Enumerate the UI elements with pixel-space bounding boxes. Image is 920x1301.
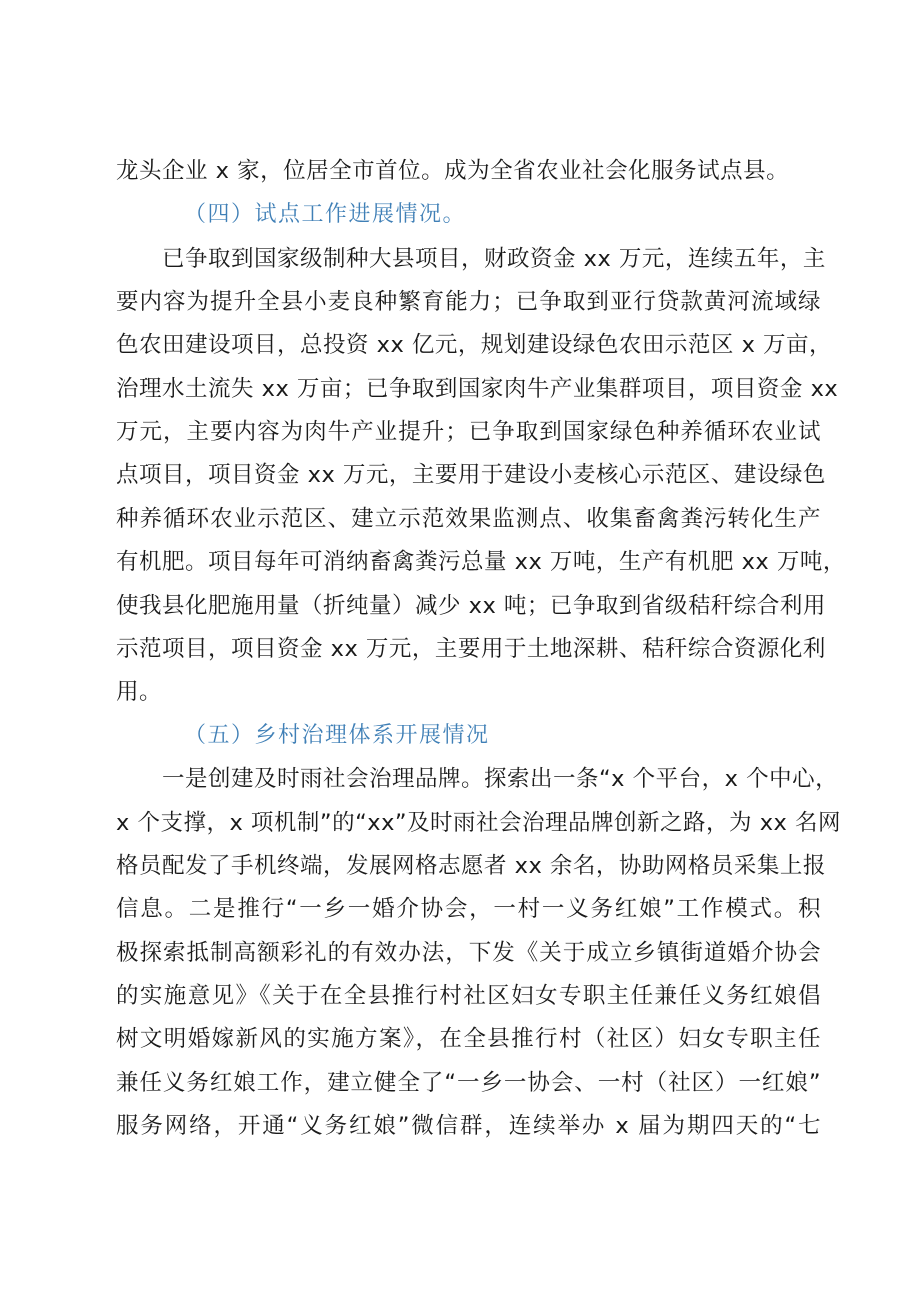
- section-4-line: 种养循环农业示范区、建立示范效果监测点、收集畜禽粪污转化生产: [116, 506, 821, 532]
- section-5-line: 信息。二是推行“一乡一婚介协会，一村一义务红娘”工作模式。积: [116, 896, 821, 922]
- section-4-line: 色农田建设项目，总投资 xx 亿元，规划建设绿色农田示范区 x 万亩，: [116, 332, 833, 358]
- section-4-line: 点项目，项目资金 xx 万元，主要用于建设小麦核心示范区、建设绿色: [116, 462, 826, 488]
- section-5-line: 的实施意见》《关于在全县推行村社区妇女专职主任兼任义务红娘倡: [116, 983, 821, 1009]
- section-5-line: 极探索抵制高额彩礼的有效办法，下发《关于成立乡镇街道婚介协会: [116, 940, 821, 966]
- section-4-heading: （四）试点工作进展情况。: [184, 202, 467, 227]
- section-4-line: 有机肥。项目每年可消纳畜禽粪污总量 xx 万吨，生产有机肥 xx 万吨，: [116, 549, 846, 575]
- section-4-line: 使我县化肥施用量（折纯量）减少 xx 吨；已争取到省级秸秆综合利用: [116, 593, 826, 619]
- section-5-line: 格员配发了手机终端，发展网格志愿者 xx 余名，协助网格员采集上报: [116, 853, 826, 879]
- section-5-heading: （五）乡村治理体系开展情况: [184, 723, 490, 748]
- section-5-line: x 个支撑，x 项机制”的“xx”及时雨社会治理品牌创新之路，为 xx 名网: [116, 810, 841, 836]
- section-4-line: 治理水土流失 xx 万亩；已争取到国家肉牛产业集群项目，项目资金 xx: [116, 376, 839, 402]
- section-5-line: 兼任义务红娘工作，建立健全了“一乡一协会、一村（社区）一红娘”: [116, 1070, 821, 1096]
- section-4-line: 已争取到国家级制种大县项目，财政资金 xx 万元，连续五年，主: [162, 246, 826, 272]
- section-5-line: 一是创建及时雨社会治理品牌。探索出一条“x 个平台，x 个中心，: [162, 766, 839, 792]
- intro-line: 龙头企业 x 家，位居全市首位。成为全省农业社会化服务试点县。: [116, 158, 790, 184]
- section-5-line: 服务网络，开通“义务红娘”微信群，连续举办 x 届为期四天的“七: [116, 1113, 821, 1139]
- section-4-line: 示范项目，项目资金 xx 万元，主要用于土地深耕、秸秆综合资源化利: [116, 636, 826, 662]
- section-4-line: 要内容为提升全县小麦良种繁育能力；已争取到亚行贷款黄河流域绿: [116, 289, 821, 315]
- section-4-line: 用。: [116, 679, 163, 705]
- section-4-line: 万元，主要内容为肉牛产业提升；已争取到国家绿色种养循环农业试: [116, 419, 821, 445]
- section-5-line: 树文明婚嫁新风的实施方案》，在全县推行村（社区）妇女专职主任: [116, 1026, 821, 1052]
